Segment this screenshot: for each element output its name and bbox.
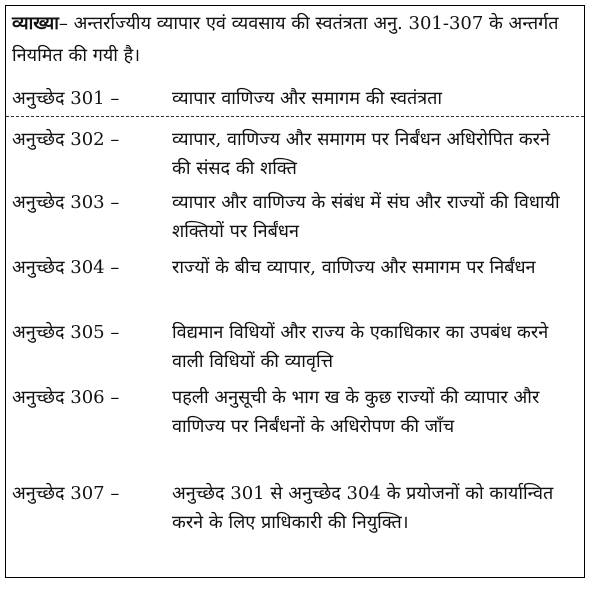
article-description: पहली अनुसूची के भाग ख के कुछ राज्यों की व्यापार और वाणिज्य पर निर्बंधनों के अधिरोपण की जाँच bbox=[172, 387, 540, 437]
intro-paragraph bbox=[12, 8, 572, 72]
article-number: अनुच्छेद 306 – bbox=[12, 387, 120, 408]
article-number: अनुच्छेद 304 – bbox=[12, 257, 120, 278]
article-description: व्यापार वाणिज्य और समागम की स्वतंत्रता bbox=[172, 88, 443, 109]
intro-text: – अन्तर्राज्यीय व्यापार एवं व्यवसाय की स्वतंत्रता अनु. 301-307 के अन्तर्गत नियमित की गयी है। bbox=[12, 13, 559, 66]
article-number: अनुच्छेद 307 – bbox=[12, 483, 120, 504]
article-number: अनुच्छेद 301 – bbox=[12, 88, 120, 109]
article-number: अनुच्छेद 302 – bbox=[12, 129, 120, 150]
article-number: अनुच्छेद 305 – bbox=[12, 322, 120, 343]
article-description: अनुच्छेद 301 से अनुच्छेद 304 के प्रयोजनों को कार्यान्वित करने के लिए प्राधिकारी की नियुक्ति। bbox=[172, 483, 554, 533]
article-description: व्यापार, वाणिज्य और समागम पर निर्बंधन अधिरोपित करने की संसद की शक्ति bbox=[172, 129, 551, 179]
article-number: अनुच्छेद 303 – bbox=[12, 192, 120, 213]
article-description: व्यापार और वाणिज्य के संबंध में संघ और राज्यों की विधायी शक्तियों पर निर्बंधन bbox=[172, 192, 560, 242]
intro-label: व्याख्या bbox=[12, 13, 59, 34]
dashed-divider bbox=[6, 116, 584, 117]
article-description: राज्यों के बीच व्यापार, वाणिज्य और समागम पर निर्बंधन bbox=[172, 257, 536, 278]
article-description: विद्यमान विधियों और राज्य के एकाधिकार का उपबंध करने वाली विधियों की व्यावृत्ति bbox=[172, 322, 549, 372]
